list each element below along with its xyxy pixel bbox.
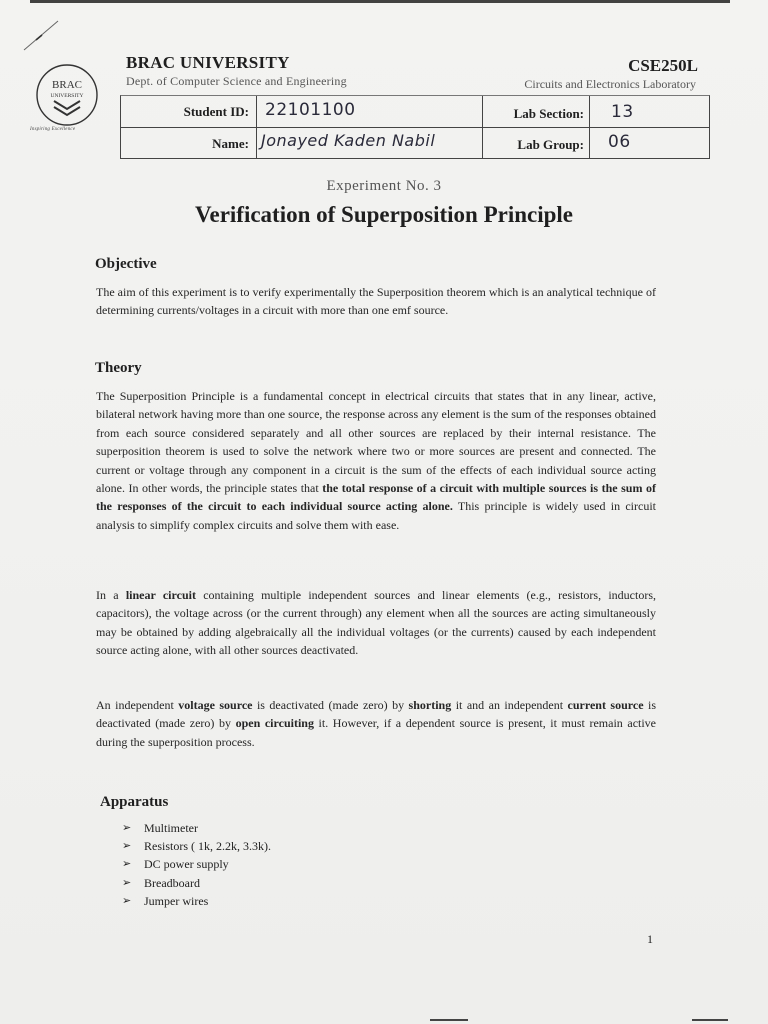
list-item	[122, 874, 271, 892]
university-name: BRAC UNIVERSITY	[126, 53, 290, 72]
apparatus-item-label: Breadboard	[144, 875, 200, 890]
arrow-bullet-icon: ➢	[122, 876, 132, 889]
department-name: Dept. of Computer Science and Engineering	[126, 74, 347, 88]
theory-p3-voltage-source: voltage source	[178, 698, 253, 712]
logo-tagline: Inspiring Excellence	[30, 127, 76, 132]
apparatus-item-label: Resistors ( 1k, 2.2k, 3.3k).	[144, 839, 271, 854]
name-value: Jonayed Kaden Nabil	[261, 131, 436, 150]
lab-group-label: Lab Group:	[517, 137, 584, 152]
apparatus-item-label: Jumper wires	[144, 893, 209, 908]
theory-p2-emphasis: linear circuit	[125, 588, 196, 602]
lab-section-value: 13	[611, 102, 634, 122]
objective-heading: Objective	[95, 256, 157, 272]
theory-paragraph-1	[96, 387, 656, 534]
lab-section-label: Lab Section:	[513, 106, 584, 121]
brac-logo	[34, 62, 100, 128]
theory-p3-text-e: it and an independent	[451, 698, 568, 712]
theory-p2-text-end: containing multiple independent sources and linear elements (e.g., resistors, inductors, capacitors), the voltage across (or the current through) any element when all the sources are acting simultaneously may be obtained by adding algebraically all the individual voltages (or the currents) caused by each independent source acting alone, with all other sources deactivated.	[96, 588, 656, 658]
apparatus-list	[122, 819, 271, 910]
student-id-value: 22101100	[265, 100, 356, 120]
theory-heading: Theory	[95, 360, 142, 376]
list-item	[122, 892, 271, 910]
experiment-number: Experiment No. 3	[326, 178, 442, 194]
student-info-table	[120, 95, 710, 159]
theory-p3-text-i: it. However, if a dependent source is present, it must remain active during the superposition process.	[96, 716, 657, 749]
theory-p1-emphasis: the total response of a circuit with multiple sources is the sum of the responses of the circuit to each individual source acting alone.	[96, 481, 656, 514]
theory-paragraph-3	[96, 696, 656, 751]
theory-p1-text-end: This principle is widely used in circuit analysis to simplify complex circuits and solve them with ease.	[96, 499, 656, 532]
theory-p3-current-source: current source	[567, 698, 644, 712]
theory-p3-text-g: is deactivated (made zero) by	[96, 698, 657, 731]
apparatus-item-label: Multimeter	[144, 821, 198, 835]
list-item	[122, 819, 271, 837]
list-item	[122, 837, 271, 855]
pencil-mark-icon	[22, 18, 62, 52]
top-edge-line	[30, 0, 730, 3]
page-number: 1	[647, 932, 653, 946]
theory-p3-text-c: is deactivated (made zero) by	[252, 698, 409, 712]
logo-bottom-text: UNIVERSITY	[50, 93, 84, 99]
logo-top-text: BRAC	[52, 79, 82, 91]
arrow-bullet-icon: ➢	[122, 840, 132, 853]
list-item	[122, 855, 271, 873]
theory-paragraph-2	[96, 586, 656, 660]
lab-name: Circuits and Electronics Laboratory	[524, 77, 696, 91]
apparatus-heading: Apparatus	[100, 794, 169, 810]
theory-p3-text-a: An independent	[96, 698, 179, 712]
bottom-edge-marks	[430, 1018, 730, 1022]
theory-p1-text: The Superposition Principle is a fundamental concept in electrical circuits that states that in any linear, active, bilateral network having more than one source, the response across any element is the sum of the responses obtained from each source considered separately and all other sources are replaced by their internal resistance. The superposition theorem is used to solve the network where two or more sources are present and connected. The current or voltage through any component in a circuit is the sum of the effects of each individual source acting alone. In other words, the principle states that	[96, 389, 656, 496]
apparatus-item-label: DC power supply	[144, 857, 229, 872]
arrow-bullet-icon: ➢	[122, 858, 132, 871]
objective-text: The aim of this experiment is to verify experimentally the Superposition theorem which is an analytical technique of determining currents/voltages in a circuit with more than one emf source.	[96, 285, 656, 318]
name-label: Name:	[212, 136, 249, 151]
arrow-bullet-icon: ➢	[122, 822, 132, 834]
arrow-bullet-icon: ➢	[122, 894, 132, 907]
theory-p2-text: In a	[96, 588, 126, 602]
experiment-title: Verification of Superposition Principle	[194, 202, 573, 227]
theory-p3-open-circuiting: open circuiting	[235, 716, 314, 731]
theory-p3-shorting: shorting	[408, 698, 452, 712]
student-id-label: Student ID:	[183, 104, 249, 119]
lab-group-value: 06	[608, 132, 631, 152]
course-code: CSE250L	[628, 56, 698, 75]
